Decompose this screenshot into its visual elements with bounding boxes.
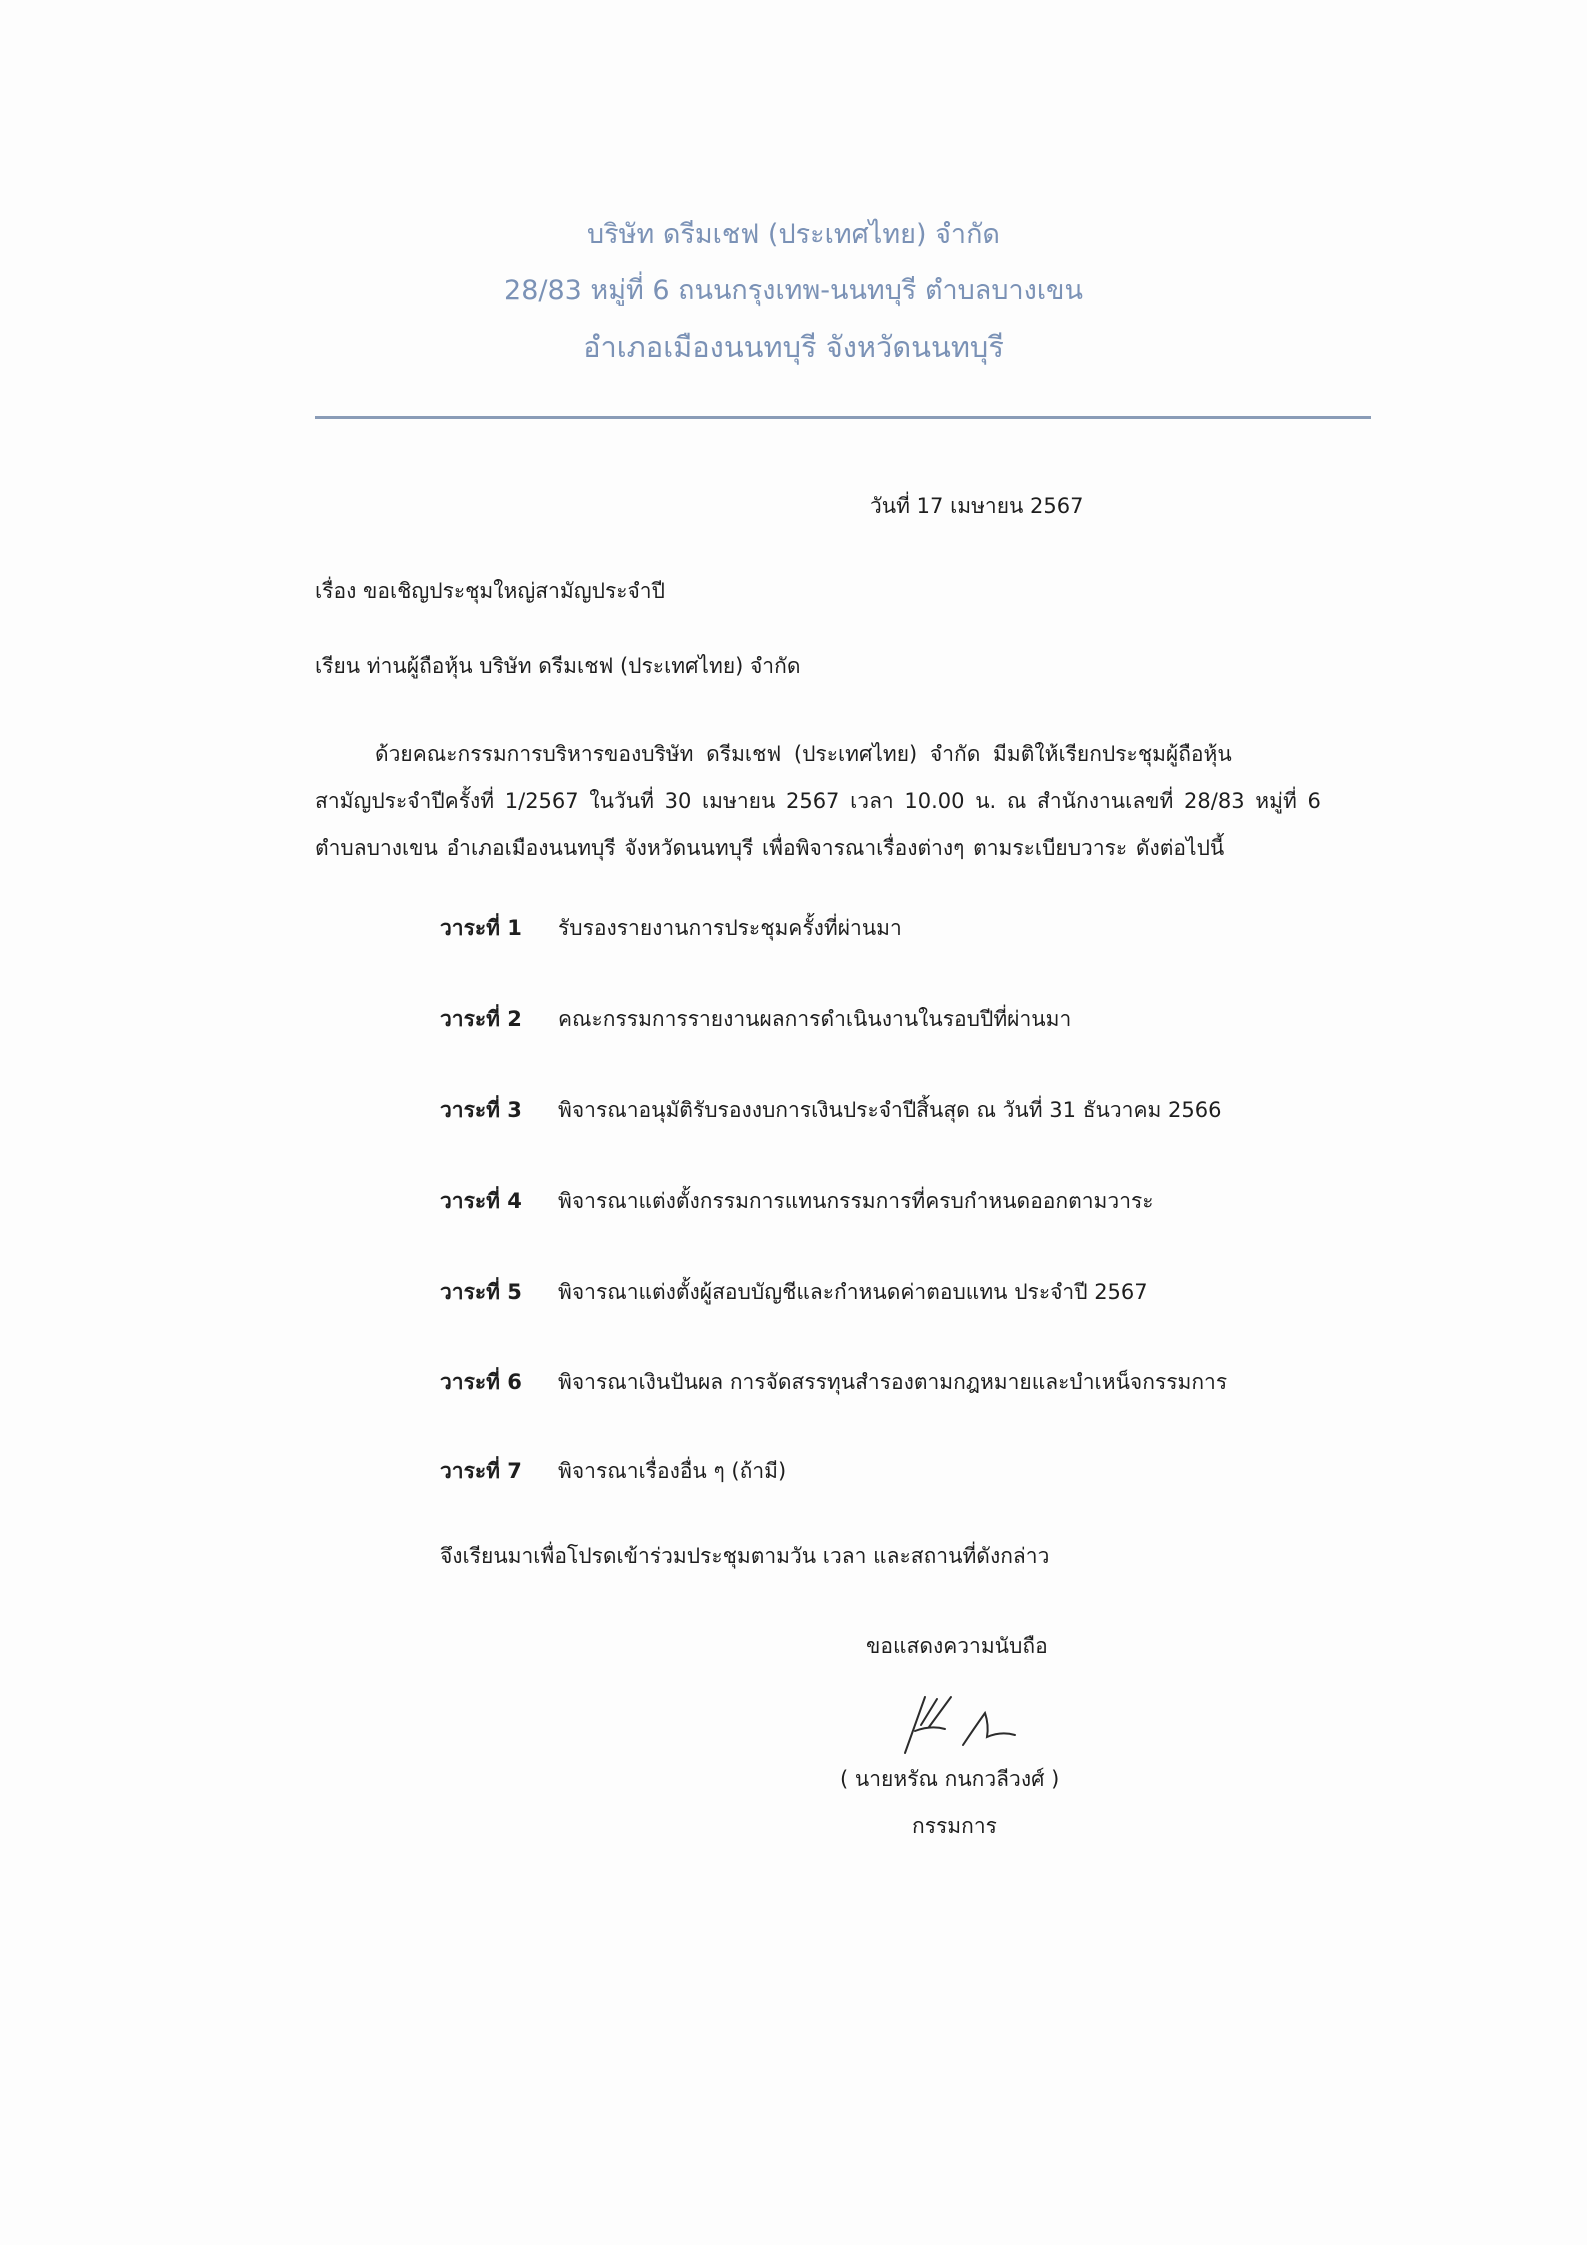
agenda-item (440, 1455, 786, 1488)
agenda-text: พิจารณาเรื่องอื่น ๆ (ถ้ามี) (558, 1459, 787, 1483)
agenda-number: วาระที่ 6 (440, 1370, 522, 1394)
company-address-line-1: 28/83 หมู่ที่ 6 ถนนกรุงเทพ-นนทบุรี ตำบลบางเขน (504, 275, 1083, 306)
agenda-number: วาระที่ 1 (440, 916, 522, 940)
agenda-item (440, 1276, 1148, 1309)
agenda-text: พิจารณาแต่งตั้งกรรมการแทนกรรมการที่ครบกำหนดออกตามวาระ (558, 1189, 1154, 1213)
agenda-item (440, 1003, 1071, 1036)
agenda-number: วาระที่ 7 (440, 1459, 522, 1483)
letter-recipient: เรียน ท่านผู้ถือหุ้น บริษัท ดรีมเชฟ (ประเทศไทย) จำกัด (315, 654, 801, 678)
agenda-number: วาระที่ 3 (440, 1098, 522, 1122)
company-name: บริษัท ดรีมเชฟ (ประเทศไทย) จำกัด (587, 219, 1000, 250)
agenda-number: วาระที่ 2 (440, 1007, 522, 1031)
agenda-text: รับรองรายงานการประชุมครั้งที่ผ่านมา (558, 916, 902, 940)
agenda-item (440, 1366, 1227, 1399)
agenda-number: วาระที่ 5 (440, 1280, 522, 1304)
signer-name: ( นายหรัณ กนกวลีวงศ์ ) (840, 1767, 1060, 1791)
agenda-item (440, 912, 902, 945)
body-line-1: ด้วยคณะกรรมการบริหารของบริษัท ดรีมเชฟ (ประเทศไทย) จำกัด มีมติให้เรียกประชุมผู้ถือหุ้น (375, 742, 1232, 766)
letter-date: วันที่ 17 เมษายน 2567 (870, 494, 1084, 518)
closing-sentence: จึงเรียนมาเพื่อโปรดเข้าร่วมประชุมตามวัน เวลา และสถานที่ดังกล่าว (440, 1544, 1050, 1568)
agenda-item (440, 1185, 1154, 1218)
body-line-2: สามัญประจำปีครั้งที่ 1/2567 ในวันที่ 30 เมษายน 2567 เวลา 10.00 น. ณ สำนักงานเลขที่ 28/83 หมู่ที่ 6 (315, 789, 1321, 813)
agenda-number: วาระที่ 4 (440, 1189, 522, 1213)
signer-title: กรรมการ (912, 1814, 997, 1838)
agenda-text: คณะกรรมการรายงานผลการดำเนินงานในรอบปีที่ผ่านมา (558, 1007, 1072, 1031)
letter-subject: เรื่อง ขอเชิญประชุมใหญ่สามัญประจำปี (315, 579, 665, 603)
complimentary-close: ขอแสดงความนับถือ (866, 1634, 1048, 1658)
company-address-line-2: อำเภอเมืองนนทบุรี จังหวัดนนทบุรี (583, 330, 1004, 364)
handwritten-signature (885, 1685, 1045, 1765)
letterhead-divider (315, 416, 1371, 419)
agenda-text: พิจารณาแต่งตั้งผู้สอบบัญชีและกำหนดค่าตอบแทน ประจำปี 2567 (558, 1280, 1148, 1304)
body-line-3: ตำบลบางเขน อำเภอเมืองนนทบุรี จังหวัดนนทบุรี เพื่อพิจารณาเรื่องต่างๆ ตามระเบียบวาระ ดังต่อไปนี้ (315, 836, 1225, 860)
agenda-text: พิจารณาอนุมัติรับรองงบการเงินประจำปีสิ้นสุด ณ วันที่ 31 ธันวาคม 2566 (558, 1098, 1222, 1122)
agenda-item (440, 1094, 1221, 1127)
agenda-text: พิจารณาเงินปันผล การจัดสรรทุนสำรองตามกฎหมายและบำเหน็จกรรมการ (558, 1370, 1228, 1394)
